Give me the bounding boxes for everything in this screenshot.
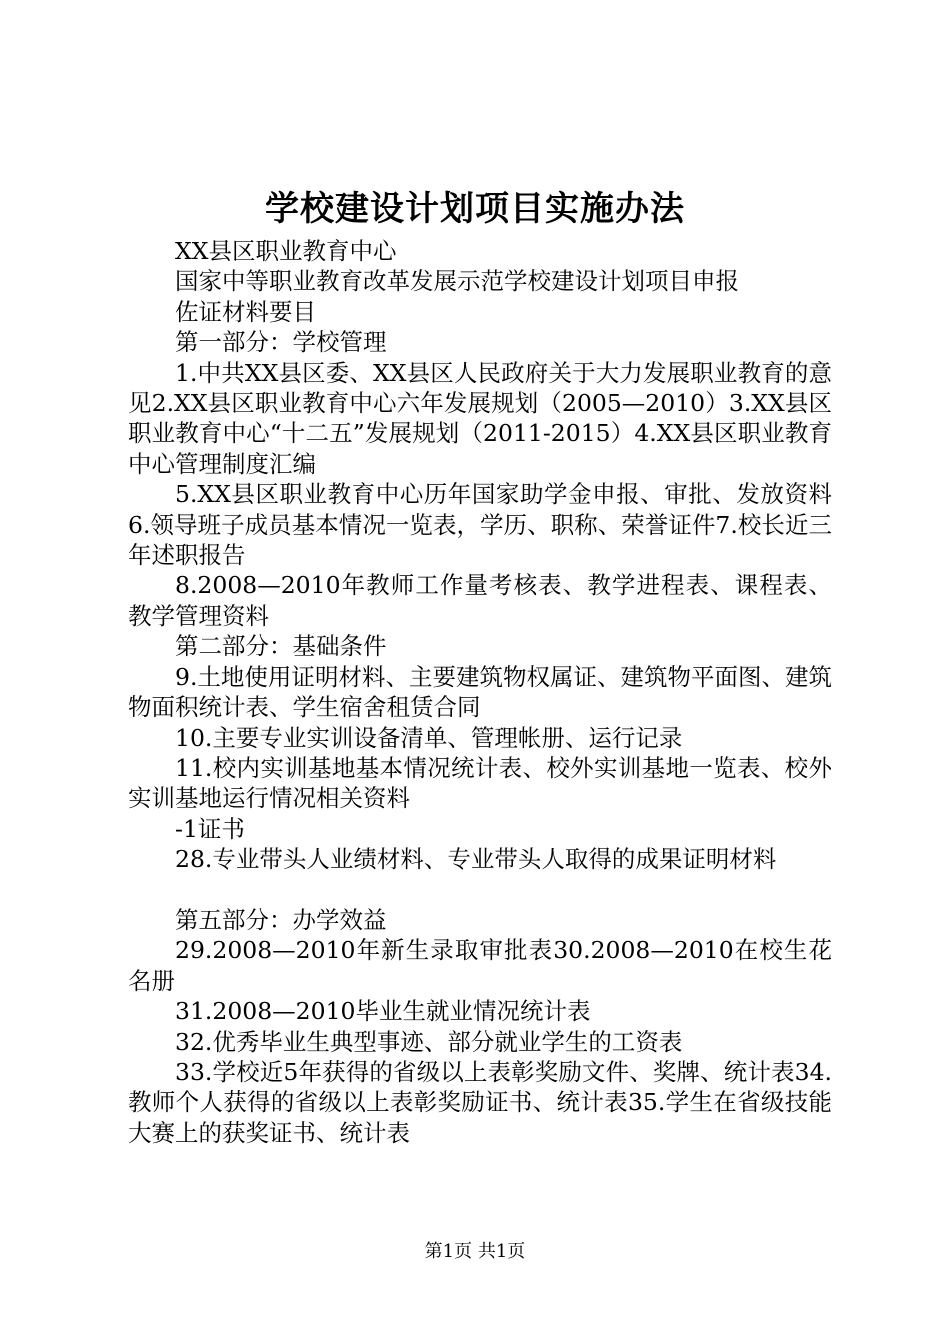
paragraph-certificate: -1证书 (175, 814, 245, 843)
page-footer: 第1页 共1页 (424, 1241, 526, 1262)
paragraph-project-line: 国家中等职业教育改革发展示范学校建设计划项目申报 (175, 267, 739, 296)
paragraph-item-9: 9.土地使用证明材料、主要建筑物权属证、建筑物平面图、建筑物面积统计表、学生宿舍租赁合同 (128, 662, 832, 722)
document-body (128, 236, 832, 1148)
paragraph-item-1-4: 1.中共XX县区委、XX县区人民政府关于大力发展职业教育的意见2.XX县区职业教育中心六年发展规划（2005—2010）3.XX县区职业教育中心“十二五”发展规划（2011-2015）4.XX县区职业教育中心管理制度汇编 (128, 358, 832, 478)
paragraph-item-11: 11.校内实训基地基本情况统计表、校外实训基地一览表、校外实训基地运行情况相关资料 (128, 753, 832, 813)
paragraph-item-8: 8.2008—2010年教师工作量考核表、教学进程表、课程表、教学管理资料 (128, 571, 832, 630)
blank-line (128, 875, 832, 905)
paragraph-school-name: XX县区职业教育中心 (175, 237, 397, 265)
section-heading-part-5: 第五部分：办学效益 (175, 905, 387, 934)
paragraph-item-31: 31.2008—2010毕业生就业情况统计表 (175, 997, 591, 1026)
section-heading-part-1: 第一部分：学校管理 (175, 328, 387, 357)
paragraph-item-33-35: 33.学校近5年获得的省级以上表彰奖励文件、奖牌、统计表34.教师个人获得的省级以上表彰奖励证书、统计表35.学生在省级技能大赛上的获奖证书、统计表 (128, 1057, 832, 1147)
paragraph-item-29-30: 29.2008—2010年新生录取审批表30.2008—2010在校生花名册 (128, 936, 832, 995)
paragraph-item-10: 10.主要专业实训设备清单、管理帐册、运行记录 (175, 723, 683, 752)
paragraph-materials-heading: 佐证材料要目 (175, 297, 316, 326)
paragraph-item-32: 32.优秀毕业生典型事迹、部分就业学生的工资表 (175, 1027, 683, 1056)
paragraph-item-5-7: 5.XX县区职业教育中心历年国家助学金申报、审批、发放资料6.领导班子成员基本情况一览表，学历、职称、荣誉证件7.校长近三年述职报告 (128, 480, 832, 570)
section-heading-part-2: 第二部分：基础条件 (175, 632, 387, 661)
paragraph-item-28: 28.专业带头人业绩材料、专业带头人取得的成果证明材料 (175, 845, 777, 874)
document-title: 学校建设计划项目实施办法 (265, 189, 685, 229)
